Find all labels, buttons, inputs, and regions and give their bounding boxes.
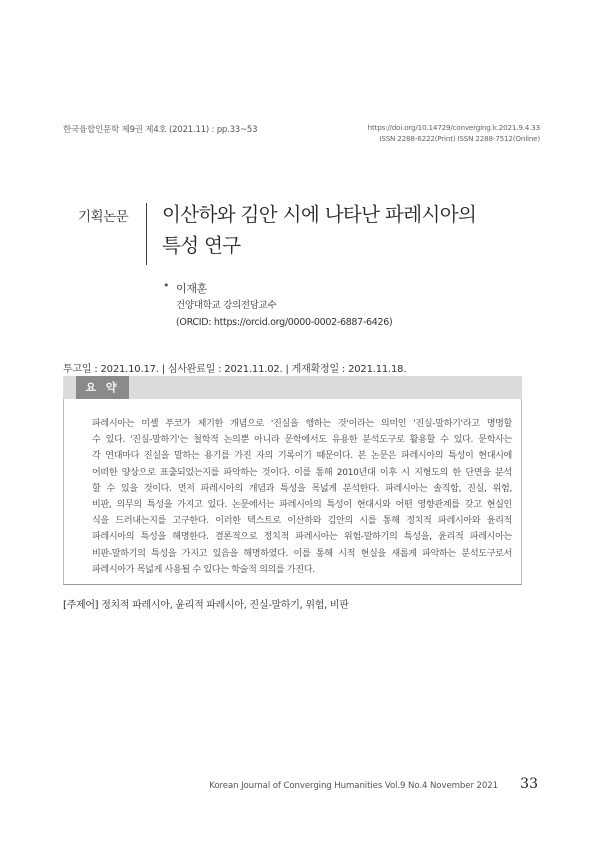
author-block: [176, 280, 392, 331]
abstract-line: 식을 드러내는지를 고구한다. 이러한 텍스트로 이산하와 김안의 시를 통해 정치적 파레시아와 윤리적: [92, 516, 512, 527]
abstract-line: 파레시아의 특성을 해명한다. 결론적으로 정치적 파레시아는 위험-말하기의 특성을, 윤리적 파레시아는: [92, 532, 512, 543]
abstract-text: [92, 416, 512, 578]
author-name: 이재훈: [176, 282, 207, 295]
abstract-line: 비판, 의무의 특성을 가지고 있다. 논문에서는 파레시아의 특성이 현대시와 어떤 영향관계를 갖고 현실인: [92, 500, 512, 511]
title-divider: [146, 203, 147, 265]
abstract-line: 파레시아가 목넓게 사용될 수 있다는 학술적 의의를 가진다.: [92, 564, 315, 575]
keywords-text: 정치적 파레시아, 윤리적 파레시아, 진실-말하기, 위험, 비판: [101, 600, 349, 611]
issn-text: ISSN 2288-6222(Print) ISSN 2288-7512(Online): [379, 134, 540, 143]
author-bullet: •: [163, 279, 170, 292]
title-line-1: 이산하와 김안 시에 나타난 파레시아의: [162, 203, 477, 226]
publication-dates: 투고일 : 2021.10.17. | 심사완료일 : 2021.11.02. | 게재확정일 : 2021.11.18.: [63, 364, 407, 375]
abstract-header-bar: [63, 376, 522, 399]
footer-journal: Korean Journal of Converging Humanities Vol.9 No.4 November 2021: [209, 781, 498, 791]
keywords-label: [주제어]: [63, 600, 99, 611]
abstract-line: 파레시아는 미셸 푸코가 제기한 개념으로 '진실을 행하는 것'이라는 의미인 '진실-말하기'라고 명명할: [92, 419, 512, 429]
author-affiliation: 건양대학교 강의전담교수: [176, 300, 277, 311]
doi-text[interactable]: https://doi.org/10.14729/converging.k.2021.9.4.33: [367, 123, 540, 132]
author-orcid[interactable]: (ORCID: https://orcid.org/0000-0002-6887-6426): [176, 317, 393, 328]
title-line-2: 특성 연구: [162, 234, 241, 257]
article-category: 기획논문: [78, 209, 129, 225]
keywords: [63, 596, 349, 611]
journal-info: 한국융합인문학 제9권 제4호 (2021.11) : pp.33~53: [63, 125, 258, 135]
article-title: [162, 199, 542, 261]
abstract-line: 할 수 있을 것이다. 먼저 파레시아의 개념과 특성을 목넓게 분석한다. 파레시아는 솔직함, 진실, 위험,: [92, 483, 512, 494]
abstract-line: 수 있다. '진실-말하기'는 철학적 논의뿐 아니라 문학에서도 유용한 분석도구로 활용할 수 있다. 문학사는: [92, 435, 512, 446]
abstract-line: 어떠한 양상으로 표출되었는지를 파악하는 것이다. 이를 통해 2010년대 이후 시 지형도의 한 단면을 분석: [92, 467, 512, 478]
doi-issn-block: [368, 122, 540, 144]
abstract-line: 비판-말하기의 특성을 가지고 있음을 해명하였다. 이를 통해 시적 현실을 새롭게 파악하는 분석도구로서: [92, 548, 512, 559]
abstract-label: 요 약: [76, 376, 129, 399]
page-number: 33: [520, 776, 538, 792]
abstract-line: 각 연대마다 진실을 말하는 용기를 가진 자의 기록이기 때문이다. 본 논문은 파레시아의 특성이 현대시에: [92, 451, 512, 462]
